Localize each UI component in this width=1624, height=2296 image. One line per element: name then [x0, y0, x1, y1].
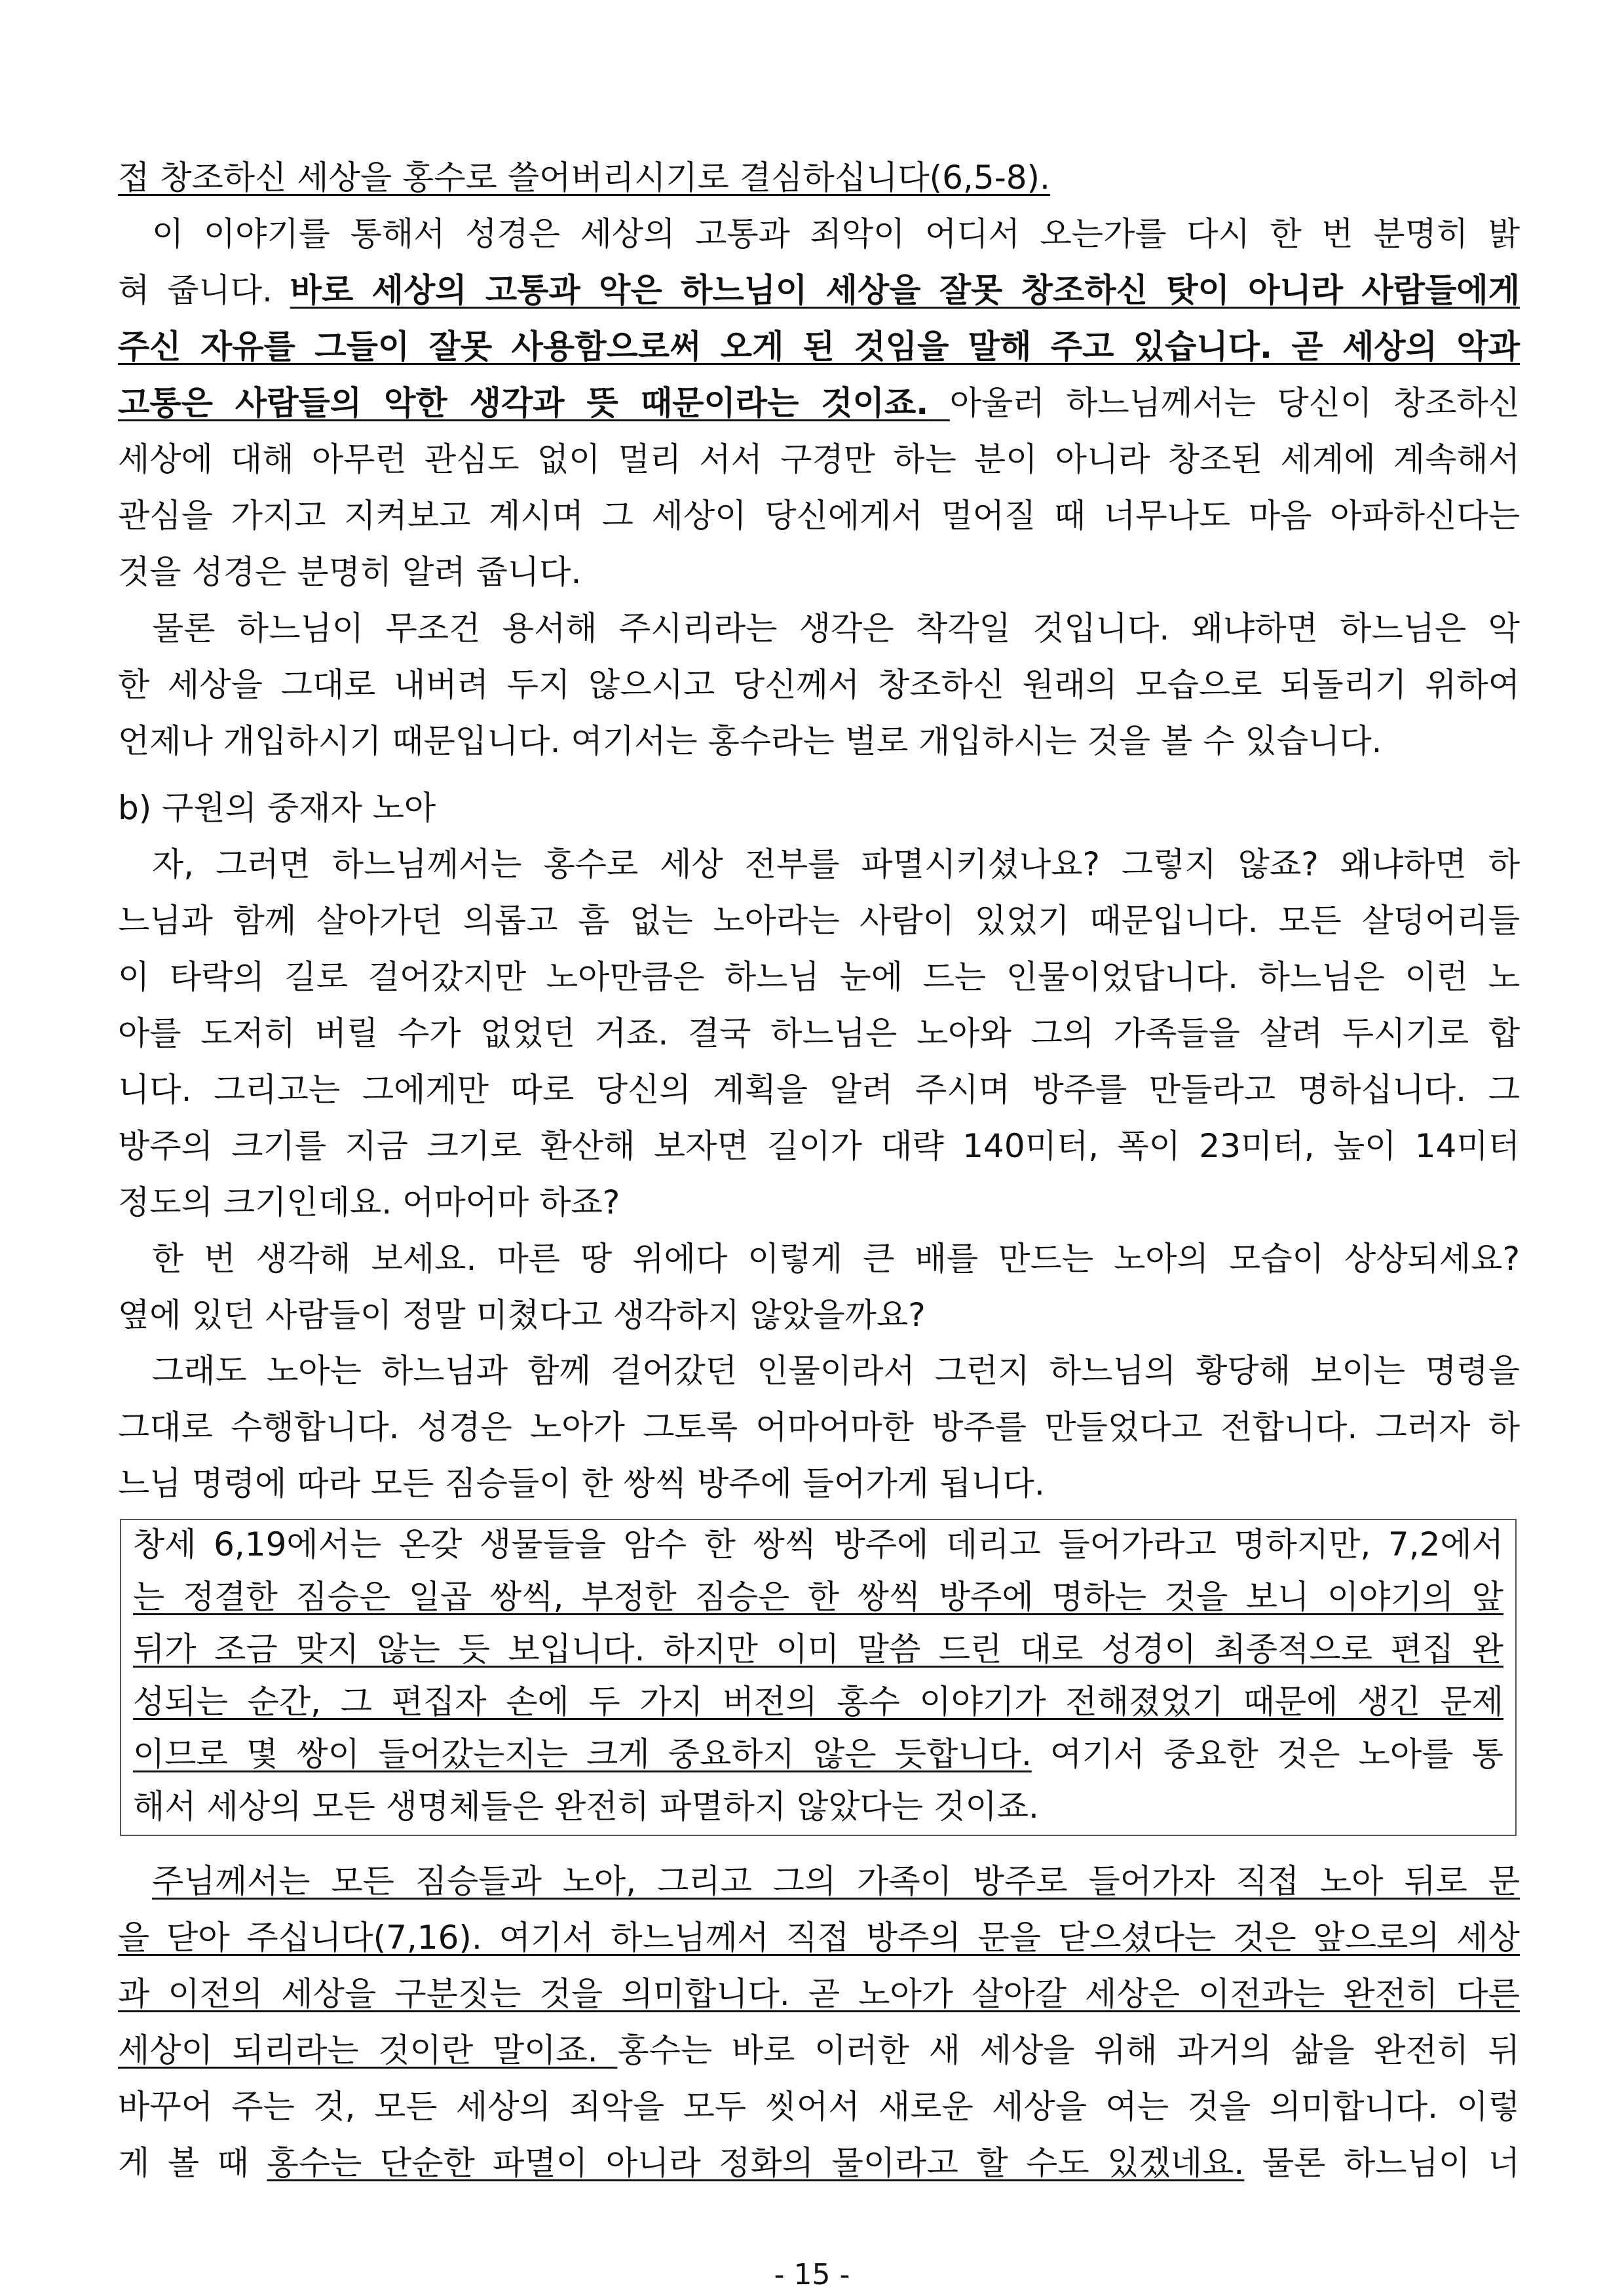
text-segment: 자, 그러면 하느님께서는 홍수로 세상 전부를 파멸시키셨나요? 그렇지 않죠? 왜냐하면 하	[152, 845, 1520, 883]
text-segment: 느님과 함께 살아가던 의롭고 흠 없는 노아라는 사람이 있었기 때문입니다. 모든 살덩어리들	[118, 902, 1520, 940]
paragraph-block-3	[118, 1343, 1520, 1512]
note-box	[120, 1519, 1517, 1836]
text-segment: 을 닫아 주십니다(7,16). 여기서 하느님께서 직접 방주의 문을 닫으셨다는 것은 앞으로의 세상	[118, 1919, 1520, 1957]
text-line	[118, 262, 1520, 318]
text-segment: 여기서 중요한 것은 노아를 통	[1031, 1735, 1503, 1773]
text-line	[118, 206, 1520, 262]
text-segment: 창세 6,19에서는 온갖 생물들을 암수 한 쌍씩 방주에 데리고 들어가라고 명하지만, 7,2에서	[133, 1525, 1503, 1563]
text-line	[118, 1909, 1520, 1966]
text-segment: 그래도 노아는 하느님과 함께 걸어갔던 인물이라서 그런지 하느님의 황당해 보이는 명령을	[152, 1352, 1520, 1390]
text-line	[118, 1062, 1520, 1118]
text-line	[118, 836, 1520, 892]
note-box-text	[133, 1518, 1503, 1833]
text-line	[118, 600, 1520, 657]
text-segment: 고통은 사람들의 악한 생각과 뜻 때문이라는 것이죠.	[118, 384, 929, 422]
page-number: - 15 -	[774, 2258, 850, 2291]
text-segment: 방주의 크기를 지금 크기로 환산해 보자면 길이가 대략 140미터, 폭이 23미터, 높이 14미터	[118, 1127, 1520, 1165]
text-line	[118, 1287, 1520, 1343]
text-line	[133, 1780, 1503, 1833]
text-segment: 아울러 하느님께서는 당신이 창조하신	[949, 384, 1520, 422]
text-segment: 뒤가 조금 맞지 않는 듯 보입니다. 하지만 이미 말씀 드린 대로 성경이 최종적으로 편집 완	[133, 1630, 1503, 1668]
text-segment: 이 이야기를 통해서 성경은 세상의 고통과 죄악이 어디서 오는가를 다시 한 번 분명히 밝	[152, 215, 1520, 253]
text-line	[118, 2078, 1520, 2135]
text-segment: 바꾸어 주는 것, 모든 세상의 죄악을 모두 씻어서 새로운 세상을 여는 것을 의미합니다. 이렇	[118, 2088, 1520, 2126]
text-segment: 해서 세상의 모든 생명체들은 완전히 파멸하지 않았다는 것이죠.	[133, 1788, 1039, 1826]
paragraph-block-4	[118, 1853, 1520, 2191]
text-segment	[928, 384, 949, 422]
text-segment: 세상이 되리라는 것이란 말이죠.	[118, 2031, 618, 2069]
text-segment: 세상에 대해 아무런 관심도 없이 멀리 서서 구경만 하는 분이 아니라 창조된 세계에 계속해서	[118, 440, 1520, 478]
section-heading-block	[118, 780, 1520, 836]
text-segment: 접 창조하신 세상을 홍수로 쓸어버리시기로 결심하십니다(6,5-8).	[118, 159, 1050, 197]
text-line	[133, 1675, 1503, 1728]
section-heading: b) 구원의 중재자 노아	[118, 789, 436, 827]
text-segment: 언제나 개입하시기 때문입니다. 여기서는 홍수라는 벌로 개입하시는 것을 볼 수 있습니다.	[118, 722, 1382, 760]
text-segment: 과 이전의 세상을 구분짓는 것을 의미합니다. 곧 노아가 살아갈 세상은 이전과는 완전히 다른	[118, 1975, 1520, 2013]
text-line	[133, 1728, 1503, 1780]
text-line	[118, 544, 1520, 600]
text-segment: 는 정결한 짐승은 일곱 쌍씩, 부정한 짐승은 한 쌍씩 방주에 명하는 것을 보니 이야기의 앞	[133, 1578, 1503, 1616]
text-line	[133, 1571, 1503, 1623]
text-line	[118, 1174, 1520, 1231]
text-line	[118, 1118, 1520, 1174]
text-segment: 옆에 있던 사람들이 정말 미쳤다고 생각하지 않았을까요?	[118, 1296, 926, 1334]
text-segment: 물론 하느님이 무조건 용서해 주시리라는 생각은 착각일 것입니다. 왜냐하면 하느님은 악	[152, 609, 1520, 647]
text-line	[118, 1343, 1520, 1399]
text-segment: 홍수는 바로 이러한 새 세상을 위해 과거의 삶을 완전히 뒤	[617, 2031, 1520, 2069]
text-segment: 바로 세상의 고통과 악은 하느님이 세상을 잘못 창조하신 탓이 아니라 사람들에게	[290, 271, 1520, 309]
text-segment: 물론 하느님이 너	[1244, 2144, 1520, 2182]
text-segment: 한 번 생각해 보세요. 마른 땅 위에다 이렇게 큰 배를 만드는 노아의 모습이 상상되세요?	[152, 1240, 1520, 1278]
text-line	[118, 713, 1520, 769]
text-line	[118, 149, 1520, 206]
text-segment: 주신 자유를 그들이 잘못 사용함으로써 오게 된 것임을 말해 주고 있습니다. 곧 세상의 악과	[118, 328, 1520, 366]
text-line	[118, 1399, 1520, 1455]
text-segment: 니다. 그리고는 그에게만 따로 당신의 계획을 알려 주시며 방주를 만들라고 명하십니다. 그	[118, 1071, 1520, 1109]
text-segment: 정도의 크기인데요. 어마어마 하죠?	[118, 1183, 620, 1221]
text-line	[118, 2135, 1520, 2191]
text-line	[118, 318, 1520, 375]
text-line	[118, 488, 1520, 544]
text-line	[118, 1455, 1520, 1512]
text-segment: 성되는 순간, 그 편집자 손에 두 가지 버전의 홍수 이야기가 전해졌었기 때문에 생긴 문제	[133, 1683, 1503, 1721]
text-segment: 주님께서는 모든 짐승들과 노아, 그리고 그의 가족이 방주로 들어가자 직접 노아 뒤로 문	[152, 1862, 1520, 1900]
text-segment: 것을 성경은 분명히 알려 줍니다.	[118, 553, 582, 591]
text-segment: 아를 도저히 버릴 수가 없었던 거죠. 결국 하느님은 노아와 그의 가족들을 살려 두시기로 합	[118, 1014, 1520, 1052]
text-line	[133, 1518, 1503, 1571]
text-segment: 관심을 가지고 지켜보고 계시며 그 세상이 당신에게서 멀어질 때 너무나도 마음 아파하신다는	[118, 497, 1520, 535]
text-line	[118, 2022, 1520, 2078]
text-line	[133, 1623, 1503, 1675]
text-line	[118, 1005, 1520, 1062]
text-line	[118, 949, 1520, 1005]
text-line	[118, 431, 1520, 488]
text-segment: 혀 줍니다.	[118, 271, 290, 309]
paragraph-block-2	[118, 836, 1520, 1343]
text-line	[118, 1231, 1520, 1287]
text-segment: 그대로 수행합니다. 성경은 노아가 그토록 어마어마한 방주를 만들었다고 전합니다. 그러자 하	[118, 1408, 1520, 1446]
text-segment: 이므로 몇 쌍이 들어갔는지는 크게 중요하지 않은 듯합니다.	[133, 1735, 1032, 1773]
text-segment: 느님 명령에 따라 모든 짐승들이 한 쌍씩 방주에 들어가게 됩니다.	[118, 1464, 1045, 1502]
text-segment: 게 볼 때	[118, 2144, 267, 2182]
text-segment: 홍수는 단순한 파멸이 아니라 정화의 물이라고 할 수도 있겠네요.	[267, 2144, 1245, 2182]
text-line	[118, 375, 1520, 431]
paragraph-block-1	[118, 149, 1520, 769]
text-line	[118, 657, 1520, 713]
text-line	[118, 1853, 1520, 1909]
text-line	[118, 1966, 1520, 2022]
text-segment: 이 타락의 길로 걸어갔지만 노아만큼은 하느님 눈에 드는 인물이었답니다. 하느님은 이런 노	[118, 958, 1520, 996]
text-segment: 한 세상을 그대로 내버려 두지 않으시고 당신께서 창조하신 원래의 모습으로 되돌리기 위하여	[118, 666, 1520, 704]
text-line	[118, 892, 1520, 949]
